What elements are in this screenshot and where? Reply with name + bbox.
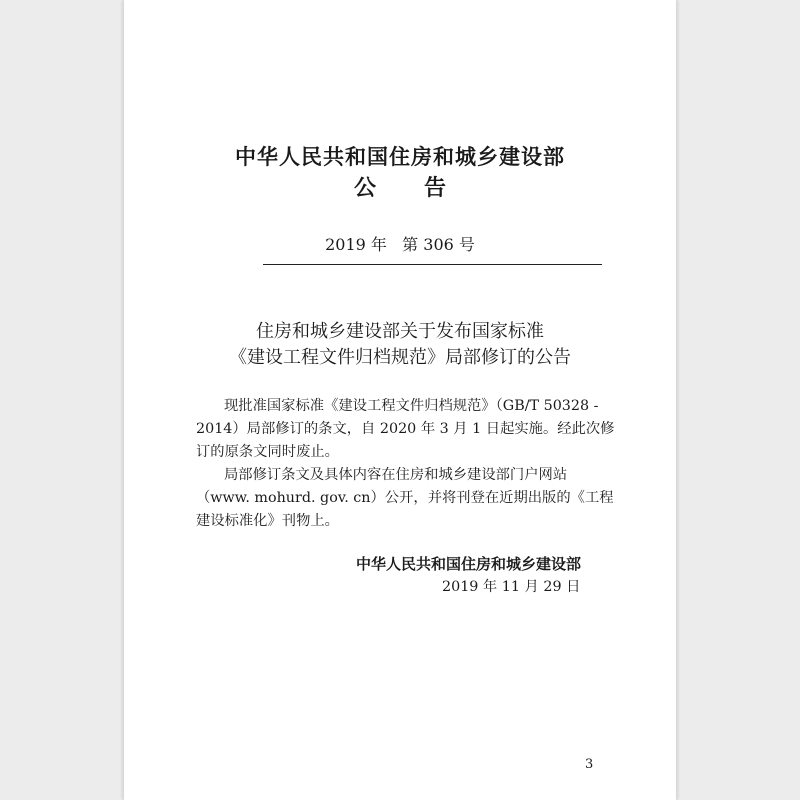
page-number: 3 bbox=[585, 757, 594, 772]
body-paragraph-1 bbox=[196, 395, 614, 464]
signature-date: 2019 年 11 月 29 日 bbox=[442, 579, 581, 595]
subject-line-2: 《建设工程文件归档规范》局部修订的公告 bbox=[229, 347, 571, 368]
paragraph-1-line-3: 订的原条文同时废止。 bbox=[196, 444, 339, 460]
signature-organization: 中华人民共和国住房和城乡建设部 bbox=[356, 555, 582, 573]
issuing-ministry: 中华人民共和国住房和城乡建设部 bbox=[235, 145, 565, 169]
header-divider bbox=[263, 264, 602, 265]
subject-line-1: 住房和城乡建设部关于发布国家标准 bbox=[256, 321, 544, 342]
body-paragraph-2 bbox=[196, 464, 614, 533]
paragraph-1-line-2: 2014）局部修订的条文，自 2020 年 3 月 1 日起实施。经此次修 bbox=[196, 421, 615, 437]
paragraph-1-line-1: 现批准国家标准《建设工程文件归档规范》（GB/T 50328 - bbox=[224, 398, 599, 414]
paragraph-2-line-3: 建设标准化》刊物上。 bbox=[196, 513, 339, 529]
paragraph-2-line-2: （www. mohurd. gov. cn）公开，并将刊登在近期出版的《工程 bbox=[196, 490, 614, 506]
document-page bbox=[124, 0, 676, 800]
document-number: 2019 年 第 306 号 bbox=[325, 235, 475, 254]
paragraph-2-line-1: 局部修订条文及具体内容在住房和城乡建设部门户网站 bbox=[224, 467, 568, 483]
document-type-title: 公告 bbox=[353, 176, 494, 201]
